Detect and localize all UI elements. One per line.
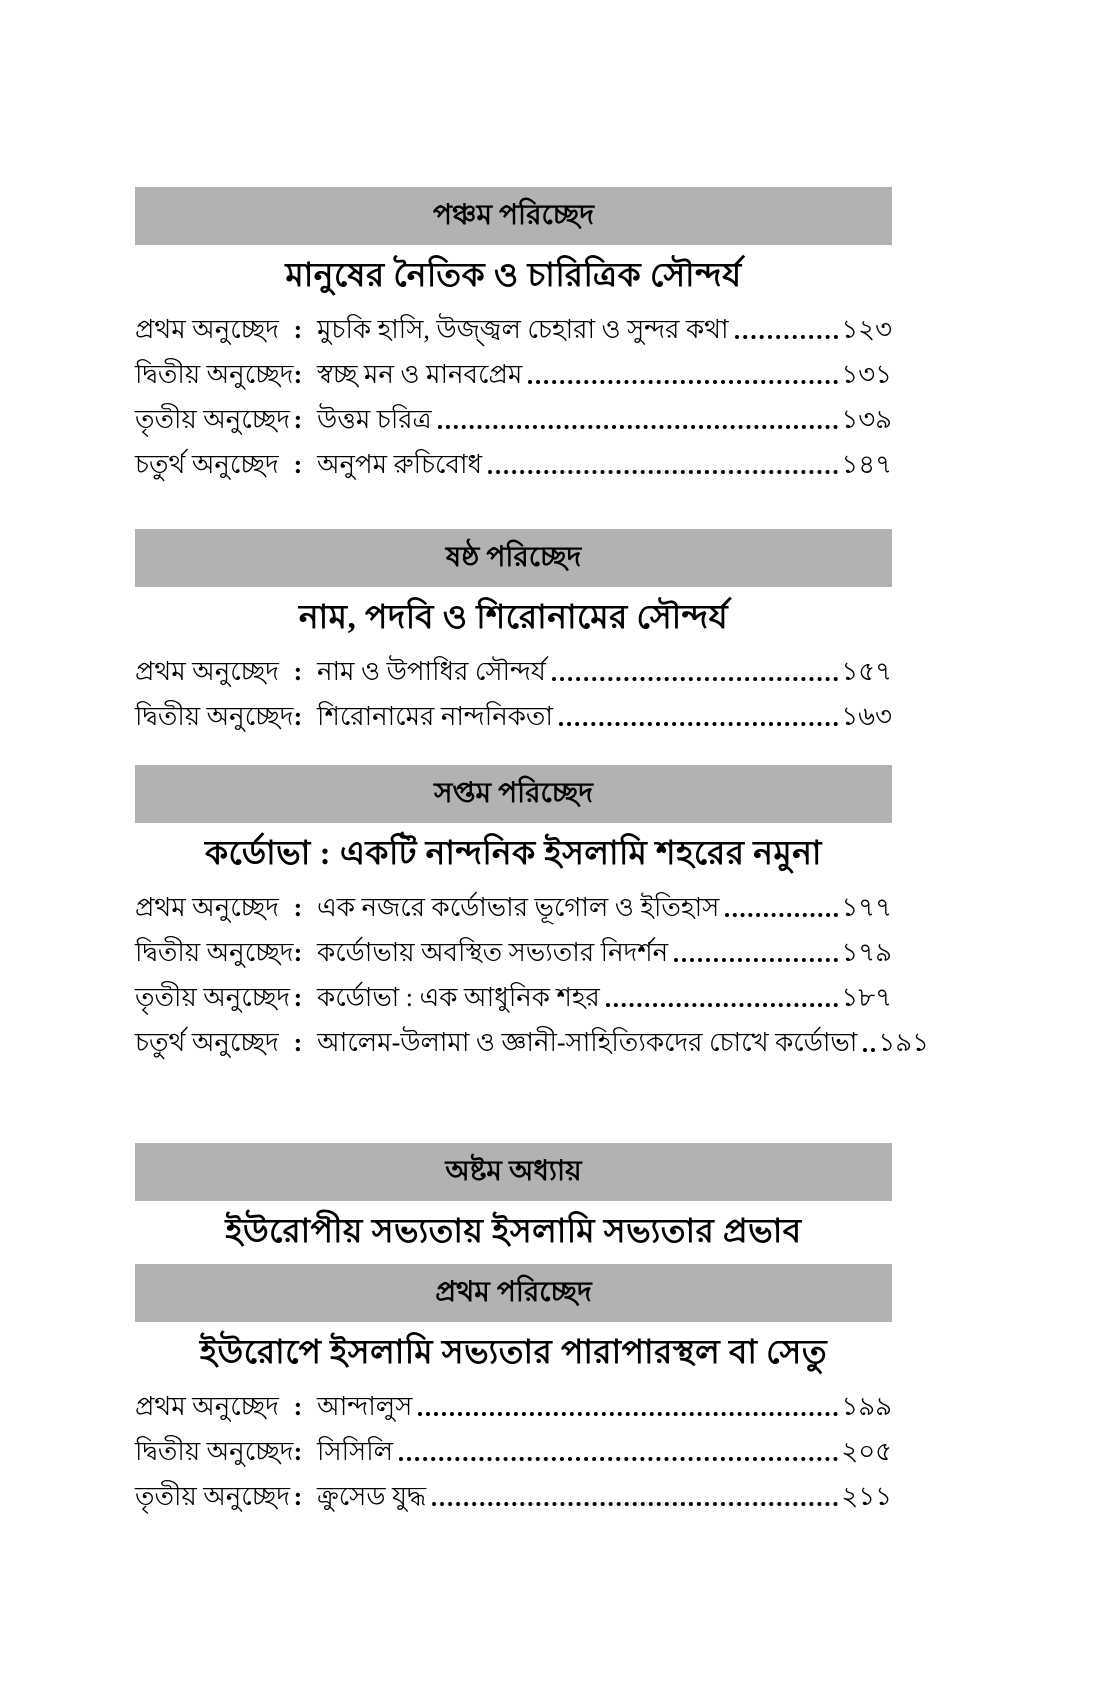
section-header-bar: [135, 529, 892, 587]
section-header-label: সপ্তম পরিচ্ছেদ: [434, 778, 593, 809]
dotted-leader: [552, 677, 838, 681]
toc-entry: [135, 881, 892, 926]
entry-label: চতুর্থ অনুচ্ছেদ: [135, 450, 279, 479]
entry-colon: :: [293, 1028, 303, 1057]
dotted-leader: [438, 425, 839, 429]
entry-label: প্রথম অনুচ্ছেদ: [135, 657, 279, 686]
toc-entry: [135, 971, 892, 1016]
toc-entry: [135, 1470, 892, 1515]
entry-colon: :: [293, 1392, 303, 1421]
entry-page-number: ২১১: [841, 1482, 892, 1511]
dotted-leader: [559, 722, 838, 726]
entry-colon: :: [293, 405, 303, 434]
entry-title: সিসিলি: [317, 1437, 394, 1466]
toc-entry: [135, 926, 892, 971]
dotted-leader: [488, 470, 838, 474]
entry-page-number: ১২৩: [841, 315, 892, 344]
entry-list: [135, 881, 929, 1061]
entry-label: তৃতীয় অনুচ্ছেদ: [135, 1482, 291, 1511]
dotted-leader: [399, 1457, 838, 1461]
entry-label: চতুর্থ অনুচ্ছেদ: [135, 1028, 279, 1057]
entry-colon: :: [293, 360, 303, 389]
toc-entry: [135, 690, 892, 735]
section-header-label: পঞ্চম পরিচ্ছেদ: [433, 200, 594, 231]
entry-title: উত্তম চরিত্র: [317, 405, 432, 434]
section-header-bar: [135, 187, 892, 245]
dotted-leader: [735, 335, 839, 339]
entry-list: [135, 1380, 892, 1515]
entry-page-number: ১৩১: [841, 360, 892, 389]
entry-colon: :: [293, 893, 303, 922]
toc-entry: [135, 1425, 892, 1470]
toc-entry: [135, 393, 892, 438]
section-title: মানুষের নৈতিক ও চারিত্রিক সৌন্দর্য: [285, 258, 742, 294]
entry-title: কর্ডোভা : এক আধুনিক শহর: [317, 983, 600, 1012]
toc-entry: [135, 645, 892, 690]
dotted-leader: [528, 380, 838, 384]
toc-section-5th: [135, 187, 892, 483]
entry-label: দ্বিতীয় অনুচ্ছেদ: [135, 702, 294, 731]
entry-title: আন্দালুস: [317, 1392, 413, 1421]
entry-title: এক নজরে কর্ডোভার ভূগোল ও ইতিহাস: [317, 893, 720, 922]
entry-title: স্বচ্ছ মন ও মানবপ্রেম: [317, 360, 523, 389]
entry-title: অনুপম রুচিবোধ: [317, 450, 483, 479]
section-title: কর্ডোভা : একটি নান্দনিক ইসলামি শহরের নমুনা: [204, 836, 823, 872]
entry-label: দ্বিতীয় অনুচ্ছেদ: [135, 1437, 294, 1466]
toc-entry: [135, 1016, 929, 1061]
entry-label: তৃতীয় অনুচ্ছেদ: [135, 405, 291, 434]
dotted-leader: [863, 1048, 875, 1052]
entry-page-number: ১৭৯: [841, 938, 892, 967]
section-header-bar: [135, 1143, 892, 1201]
entry-page-number: ১৯৯: [841, 1392, 892, 1421]
toc-entry: [135, 303, 892, 348]
dotted-leader: [606, 1003, 839, 1007]
toc-entry: [135, 438, 892, 483]
entry-page-number: ১৮৭: [841, 983, 892, 1012]
entry-title: আলেম-উলামা ও জ্ঞানী-সাহিত্যিকদের চোখে কর্ডোভা: [317, 1028, 858, 1057]
entry-list: [135, 303, 892, 483]
section-title: ইউরোপে ইসলামি সভ্যতার পারাপারস্থল বা সেতু: [199, 1335, 828, 1371]
toc-entry: [135, 348, 892, 393]
entry-colon: :: [293, 702, 303, 731]
entry-label: প্রথম অনুচ্ছেদ: [135, 315, 279, 344]
dotted-leader: [432, 1502, 838, 1506]
entry-page-number: ১৩৯: [841, 405, 892, 434]
entry-title: ক্রুসেড যুদ্ধ: [317, 1482, 427, 1511]
entry-page-number: ১৪৭: [841, 450, 892, 479]
table-of-contents: [135, 187, 929, 1515]
section-header-bar: [135, 1264, 892, 1322]
entry-label: তৃতীয় অনুচ্ছেদ: [135, 983, 291, 1012]
entry-page-number: ২০৫: [841, 1437, 892, 1466]
toc-section-7th: [135, 765, 929, 1061]
section-title: ইউরোপীয় সভ্যতায় ইসলামি সভ্যতার প্রভাব: [225, 1214, 802, 1250]
entry-colon: :: [293, 983, 303, 1012]
entry-label: প্রথম অনুচ্ছেদ: [135, 1392, 279, 1421]
dotted-leader: [725, 913, 838, 917]
entry-colon: :: [293, 938, 303, 967]
entry-colon: :: [293, 450, 303, 479]
entry-title: মুচকি হাসি, উজ্জ্বল চেহারা ও সুন্দর কথা: [317, 315, 729, 344]
entry-title: শিরোনামের নান্দনিকতা: [317, 702, 553, 731]
entry-colon: :: [293, 1482, 303, 1511]
entry-colon: :: [293, 315, 303, 344]
entry-label: দ্বিতীয় অনুচ্ছেদ: [135, 360, 294, 389]
entry-title: নাম ও উপাধির সৌন্দর্য: [317, 657, 546, 686]
entry-page-number: ১৯১: [878, 1028, 929, 1057]
section-header-label: ষষ্ঠ পরিচ্ছেদ: [445, 542, 582, 573]
toc-entry: [135, 1380, 892, 1425]
entry-colon: :: [293, 1437, 303, 1466]
entry-page-number: ১৬৩: [841, 702, 892, 731]
toc-section-chapter-8: [135, 1143, 892, 1254]
entry-page-number: ১৭৭: [841, 893, 892, 922]
entry-colon: :: [293, 657, 303, 686]
dotted-leader: [674, 958, 838, 962]
dotted-leader: [418, 1412, 838, 1416]
entry-title: কর্ডোভায় অবস্থিত সভ্যতার নিদর্শন: [317, 938, 669, 967]
section-title: নাম, পদবি ও শিরোনামের সৌন্দর্য: [298, 600, 729, 636]
toc-section-6th: [135, 529, 892, 735]
toc-section-1st-of-8: [135, 1264, 892, 1515]
section-header-label: প্রথম পরিচ্ছেদ: [435, 1277, 592, 1308]
entry-page-number: ১৫৭: [841, 657, 892, 686]
section-header-bar: [135, 765, 892, 823]
section-header-label: অষ্টম অধ্যায়: [445, 1156, 582, 1187]
entry-label: প্রথম অনুচ্ছেদ: [135, 893, 279, 922]
entry-label: দ্বিতীয় অনুচ্ছেদ: [135, 938, 294, 967]
entry-list: [135, 645, 892, 735]
